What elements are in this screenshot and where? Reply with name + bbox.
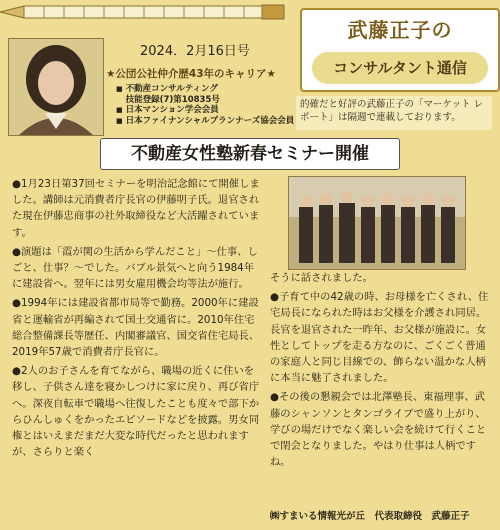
credential-item: 技能登録(7)第10835号	[125, 94, 220, 105]
market-report-note: 的確だと好評の武藤正子の「マーケット レポート」は隔週で連載しております。	[296, 96, 492, 130]
issue-date: 2024．2月16日号	[140, 44, 250, 59]
newsletter-subtitle: コンサルタント通信	[312, 52, 488, 84]
pencil-decoration	[0, 2, 286, 22]
square-bullet-icon: ■	[116, 85, 123, 93]
square-bullet-icon: ■	[116, 116, 123, 125]
credential-item: ■ 不動産コンサルティング	[116, 84, 218, 94]
article-left-column	[12, 176, 262, 463]
newsletter-title: 武藤正子の	[347, 18, 453, 42]
article-paragraph: ●1月23日第37回セミナーを明治記念館にて開催しました。講師は元消費者庁長官の伊藤明子氏。退官された現在伊藤忠商事の社外取締役など大活躍されています。	[12, 178, 260, 239]
article-paragraph: ●演題は「霞が関の生活から学んだこと」〜仕事、しごと、仕事？〜でした。バブル景気へと向う1984年に建設省へ。翌年には男女雇用機会均等法が施行。	[12, 245, 258, 291]
career-tagline: ★公団公社仲介歴43年のキャリア★	[106, 68, 276, 80]
article-right-column	[270, 270, 494, 473]
newsletter-title-box	[300, 8, 500, 92]
credential-item: ■ 日本ファイナンシャルプランナーズ協会会員	[116, 115, 295, 126]
article-paragraph: ●その後の懇親会では北澤塾長、東福理事、武藤のシャンソンとタンゴライブで盛り上がり、学びの場だけでなく楽しい会を続けて行くことで閉会となりました。やはり仕事は人柄ですね。	[270, 391, 487, 469]
article-paragraph: ●1994年には建設省都市局等で勤務。2000年に建設省と運輸省が再編されて国土交通省に。2010年住宅総合整備課長等歴任、内閣審議官、国交省住宅局長、2019年57歳で消費者庁長官に。	[12, 297, 260, 359]
credentials-list	[116, 84, 294, 126]
square-bullet-icon: ■	[116, 106, 123, 115]
group-photo	[288, 176, 466, 270]
article-paragraph: そうに話されました。	[270, 272, 373, 284]
author-signature: ㈱すまいる情報光が丘 代表取締役 武藤正子	[270, 511, 470, 522]
article-paragraph: ●子育て中の42歳の時、お母様を亡くされ、住宅局長になられた時はお父様を介護され同居。長官を退官された一昨年、お父様が施設に。女性としてトップを走る方なのに、ごくごく普通の家庭人と同じ目線での、飾らない温かな人柄に本当に魅了されました。	[270, 291, 489, 385]
article-paragraph: ●2人のお子さんを育てながら、職場の近くに住いを移し、子供さん達を寝かしつけに家に戻り、再び省庁へ。深夜自転車で職場へ往復したことも度々で部下からひんしゅくをかったエピソードなどを披露。男女同権とはいえまだまだ大変な時代だったと思われますが、さらりと楽く	[12, 365, 260, 459]
portrait-photo	[8, 38, 104, 136]
article-headline: 不動産女性塾新春セミナー開催	[100, 138, 400, 170]
credential-item: ■ 日本マンション学会会員	[116, 105, 219, 116]
